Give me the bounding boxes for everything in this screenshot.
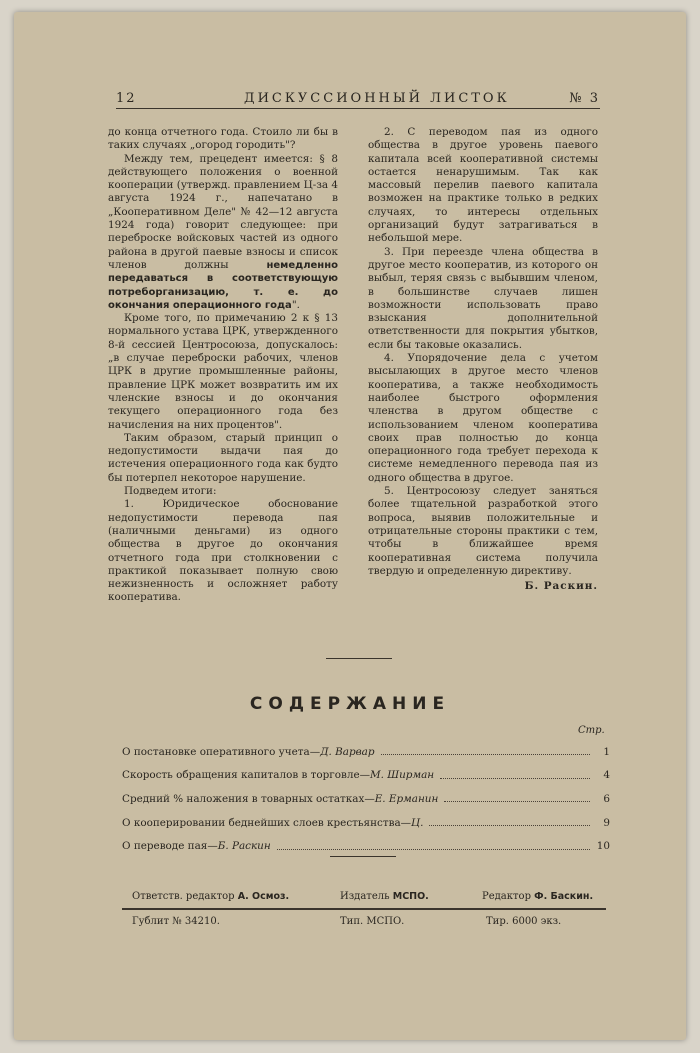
redactor-label: Редактор [482, 891, 531, 902]
journal-title: ДИСКУССИОННЫЙ ЛИСТОК [244, 91, 510, 106]
author-signature: Б. Раскин. [524, 580, 598, 593]
contents-item-title: О постановке оперативного учета— [122, 745, 321, 758]
leader-dots [429, 825, 590, 826]
paragraph: Кроме того, по примечанию 2 к § 13 нормального устава ЦРК, утвержденного 8-й сессией Центросоюза, допускалось: „в случае переброски рабочих, членов ЦРК в другие промышленные районы, правление ЦРК может возвратить им их членские взносы и до окончания текущего операционного года без начисления на них процентов". [108, 312, 338, 431]
footer-rule [122, 908, 606, 910]
right-column [368, 126, 598, 593]
contents-page-label: Стр. [578, 725, 605, 736]
editor-name: А. Осмоз. [237, 891, 290, 902]
contents-item-title: Скорость обращения капиталов в торговле— [122, 769, 371, 782]
paragraph: Подведем итоги: [124, 485, 217, 498]
contents-item-page: 6 [603, 792, 610, 805]
redactor-credit [482, 891, 593, 902]
leader-dots [444, 801, 590, 802]
paragraph: до конца отчетного года. Стоило ли бы в таких случаях „огород городить"? [108, 126, 338, 152]
circulation-count: Тир. 6000 экз. [486, 916, 562, 927]
contents-item-author: Ц. [411, 816, 424, 829]
publisher-label: Издатель [340, 891, 390, 902]
running-header [116, 91, 600, 109]
page-number: 12 [116, 91, 137, 106]
contents-item-author: Б. Раскин [217, 840, 271, 853]
paragraph: 3. При переезде члена общества в другое место кооператив, из которого он выбыл, теряя связь с выбывшим членом, в большинстве случаев лишен возможности использовать право взыскания дополнительной ответственности для покрытия убытков, если бы таковые оказались. [368, 245, 598, 351]
paragraph: Таким образом, старый принцип о недопустимости выдачи пая до истечения операционного года как будто бы потерпел некоторое нарушение. [108, 431, 338, 484]
paragraph [108, 153, 338, 313]
paragraph: 5. Центросоюзу следует заняться более тщательной разработкой этого вопроса, выявив положительные и отрицательные стороны практики с тем, чтобы в ближайшее время кооперативная система получила твердую и определенную директиву. [368, 485, 598, 577]
contents-item-page: 10 [596, 840, 610, 853]
printer-credit: Тип. МСПО. [340, 916, 405, 927]
contents-item [122, 764, 610, 788]
paragraph: 1. Юридическое обоснование недопустимости перевода пая (наличными деньгами) из одного общества в другое до окончания отчетного года при столкновении с практикой показывает полную свою нежизненность и осложняет работу кооператива. [108, 498, 338, 604]
section-divider [330, 856, 396, 857]
contents-item-title: О переводе пая— [122, 840, 218, 853]
emphasized-text: немедленно передаваться в соответствующую потреборганизацию, т. е. до окончания операционного года [108, 259, 338, 311]
contents-item-page: 1 [603, 745, 610, 758]
editor-label: Ответств. редактор [132, 891, 235, 902]
contents-item [122, 740, 610, 764]
section-divider [326, 658, 392, 659]
contents-item [122, 834, 610, 858]
paragraph: 4. Упорядочение дела с учетом высылающих в другое место членов кооператива, а также необходимость наиболее быстрого оформления членства в другом обществе с использованием членом кооператива своих прав полностью до конца операционного года требует перехода к системе немедленного перевода пая из одного общества в другое. [368, 352, 598, 484]
contents-list [122, 740, 610, 858]
contents-item-author: М. Ширман [370, 769, 435, 782]
contents-item-author: Е. Ерманин [374, 792, 439, 805]
contents-item-title: О кооперировании беднейших слоев крестьянства— [122, 816, 412, 829]
publisher-name: МСПО. [392, 891, 429, 902]
leader-dots [277, 849, 590, 850]
gublit-number: Гублит № 34210. [132, 916, 220, 927]
contents-item-author: Д. Варвар [320, 745, 375, 758]
contents-item [122, 811, 610, 835]
header-rule [116, 108, 600, 109]
publisher-credit [340, 891, 429, 902]
issue-number: № 3 [569, 91, 600, 106]
contents-item [122, 787, 610, 811]
leader-dots [381, 754, 590, 755]
leader-dots [440, 778, 590, 779]
redactor-name: Ф. Баскин. [534, 891, 594, 902]
paragraph: 2. С переводом пая из одного общества в другое уровень паевого капитала всей кооперативной системы остается ненарушимым. Так как массовый перелив паевого капитала возможен на практике только в редких случаях, то интересы отдельных организаций будут затрагиваться в небольшой мере. [368, 126, 598, 245]
contents-item-page: 4 [603, 769, 610, 782]
paragraph-text: ". [291, 298, 300, 311]
contents-item-title: Средний % наложения в товарных остатках— [122, 792, 375, 805]
contents-title: СОДЕРЖАНИЕ [249, 694, 451, 714]
paragraph-text: Между тем, прецедент имеется: § 8 действующего положения о военной кооперации (утвержд. правлением Ц-за 4 августа 1924 г., напечатано в „Кооперативном Деле" № 42—12 августа 1924 года) говорит следующее: при переброске войсковых частей из одного района в другой паевые взносы и список членов должны [108, 152, 338, 271]
editor-credit [132, 891, 289, 902]
left-column [108, 126, 338, 605]
contents-item-page: 9 [603, 816, 610, 829]
